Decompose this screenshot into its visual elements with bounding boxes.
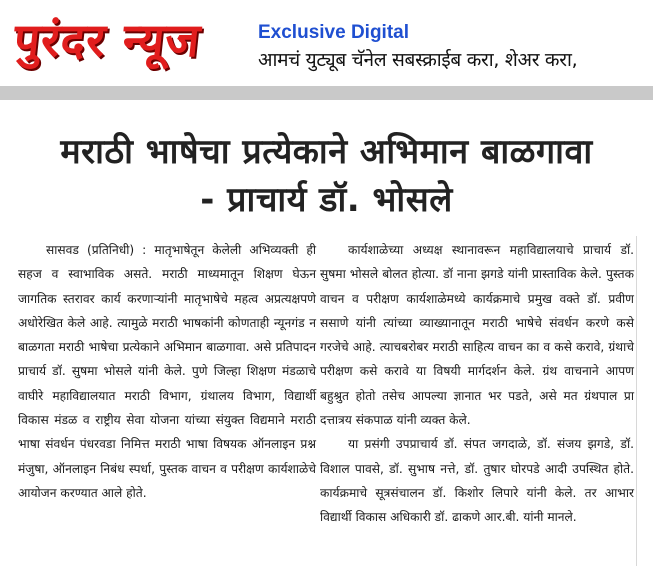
- article-column-left: [18, 238, 316, 505]
- masthead: [0, 0, 653, 86]
- right-paragraph-1: कार्यशाळेच्या अध्यक्ष स्थानावरून महाविद्यालयाचे प्राचार्य डॉ. सुषमा भोसले बोलत होत्या. डॉ नाना झगडे यांनी प्रास्ताविक केले. पुस्तक वाचन व परीक्षण कार्यशाळेमध्ये कार्यक्रमाचे प्रमुख वक्ते डॉ. प्रवीण ससाणे यांनी त्यांच्या व्याख्यानातून मराठी भाषेचे संवर्धन करणे कसे गरजेचे आहे. त्याचबरोबर मराठी साहित्य वाचन का व कसे करावे, ग्रंथाचे परीक्षण कसे करावे या विषयी मार्गदर्शन केले. ग्रंथ वाचनाने आपण बहुश्रुत होतो तसेच आपल्या ज्ञानात भर पडते, असे मत ग्रंथपाल प्रा दत्तात्रय संकपाळ यांनी व्यक्त केले.: [320, 243, 634, 428]
- tagline-subscribe: आमचं युट्यूब चॅनेल सबस्क्राईब करा, शेअर करा,: [258, 49, 578, 71]
- tagline-exclusive: Exclusive Digital: [258, 22, 410, 43]
- headline-line-1: मराठी भाषेचा प्रत्येकाने अभिमान बाळगावा: [60, 132, 593, 172]
- right-paragraph-2: या प्रसंगी उपप्राचार्य डॉ. संपत जगदाळे, डॉ. संजय झगडे, डॉ. विशाल पावसे, डॉ. सुभाष नत्ते, डॉ. तुषार घोरपडे आदी उपस्थित होते. कार्यक्रमाचे सूत्रसंचालन डॉ. किशोर लिपारे यांनी केले. तर आभार विद्यार्थी विकास अधिकारी डॉ. ढाकणे आर.बी. यांनी मानले.: [320, 437, 634, 525]
- column-rule: [636, 236, 637, 566]
- article-headline: [0, 128, 653, 224]
- brand-logo-text: पुरंदर न्यूज: [11, 13, 204, 67]
- article-column-right: [320, 238, 634, 530]
- left-paragraph: सासवड (प्रतिनिधी) : मातृभाषेतून केलेली अभिव्यक्ती ही सहज व स्वाभाविक असते. मराठी माध्यमातून शिक्षण घेऊन जागतिक स्तरावर कार्य करणाऱ्यांनी मातृभाषेचे महत्व अप्रत्यक्षपणे अधोरेखित केले आहे. त्यामुळे मराठी भाषकांनी कोणताही न्यूनगंड न बाळगता मराठी भाषेचा प्रत्येकाने अभिमान बाळगावा. असे प्रतिपादन प्राचार्य डॉ. सुषमा भोसले यांनी केले. पुणे जिल्हा शिक्षण मंडळाचे वाघीरे महाविद्यालयात मराठी विभाग, ग्रंथालय विभाग, विद्यार्थी विकास मंडळ व राष्ट्रीय सेवा योजना यांच्या संयुक्त विद्यमाने मराठी भाषा संवर्धन पंधरवडा निमित्त मराठी भाषा विषयक ऑनलाइन प्रश्न मंजुषा, ऑनलाइन निबंध स्पर्धा, पुस्तक वाचन व परीक्षण कार्यशाळेचे आयोजन करण्यात आले होते.: [18, 243, 316, 500]
- header-divider-band: [0, 86, 653, 100]
- headline-line-2: - प्राचार्य डॉ. भोसले: [200, 180, 453, 220]
